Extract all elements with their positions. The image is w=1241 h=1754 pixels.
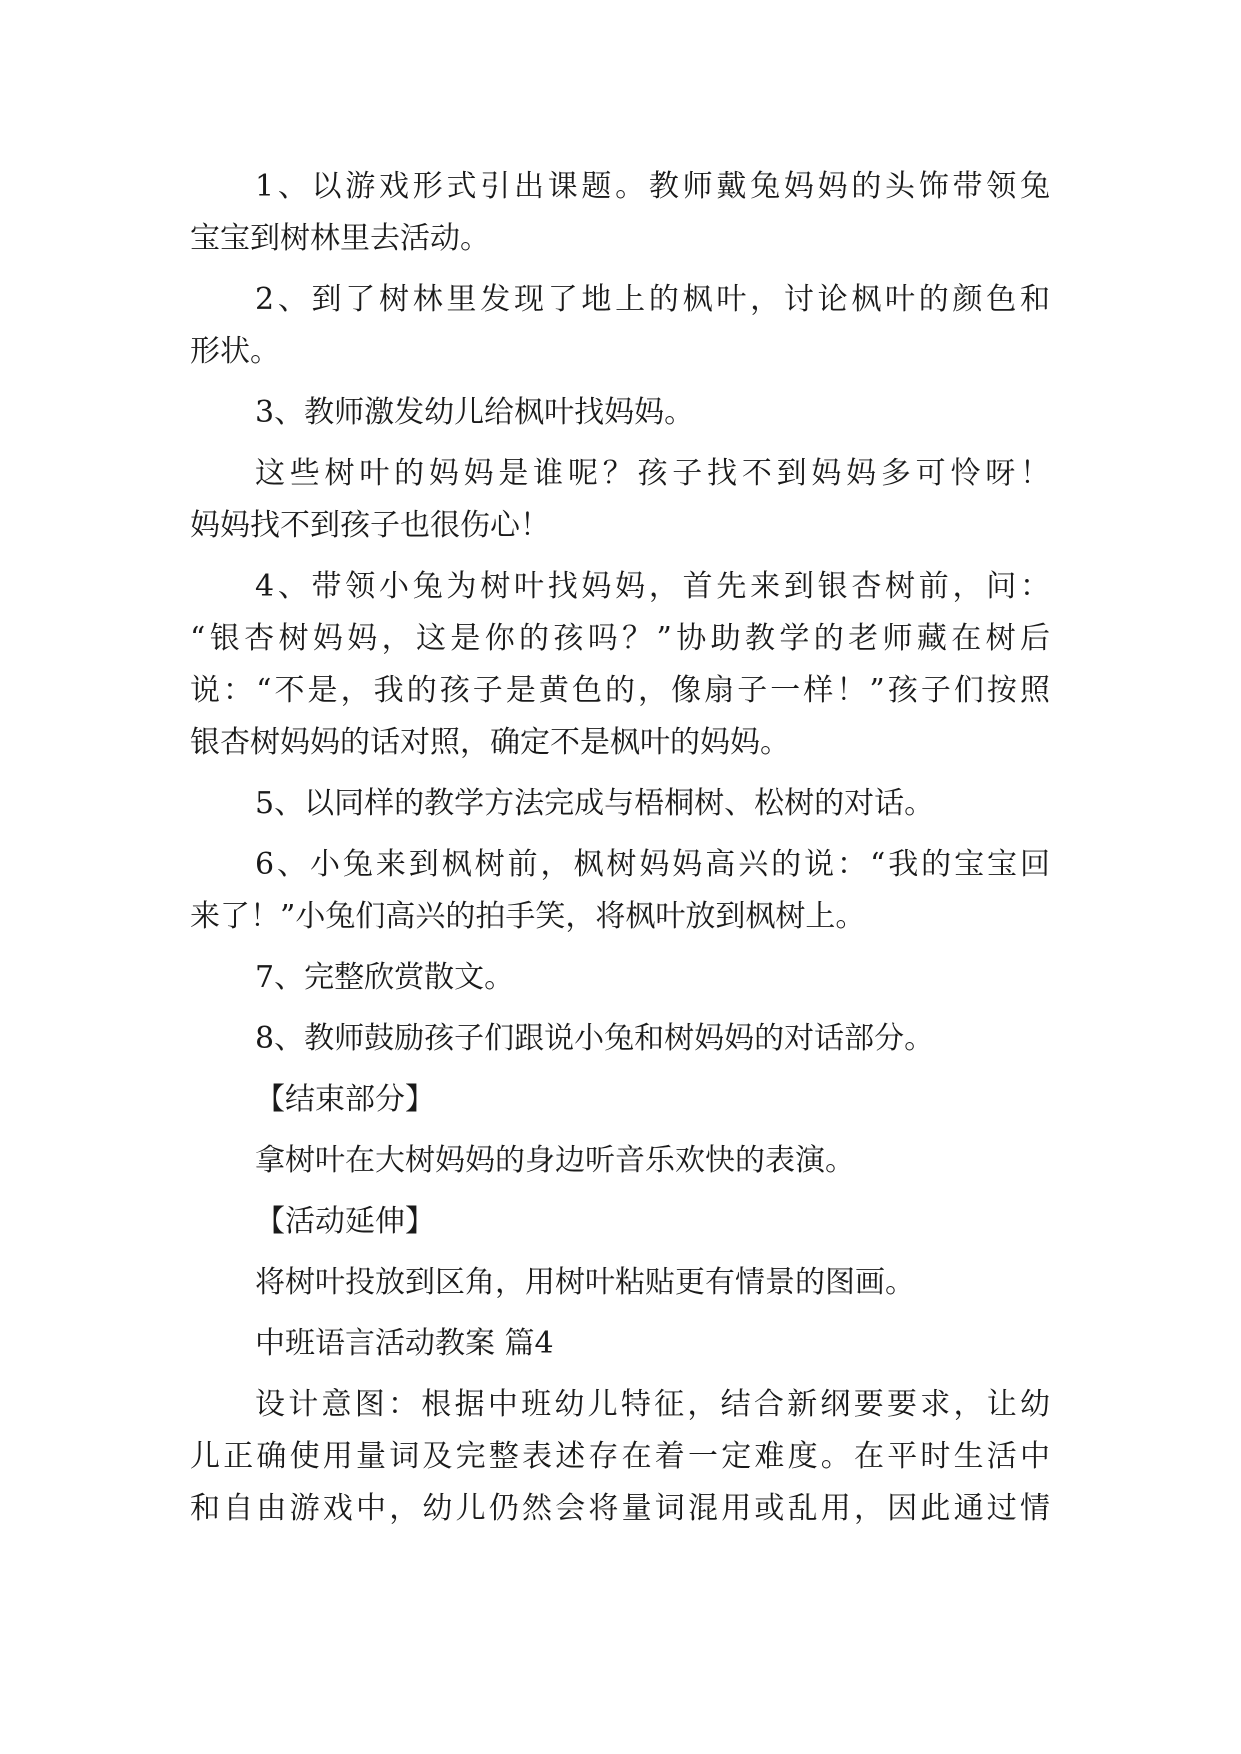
paragraph-line: 来了！”小兔们高兴的拍手笑，将枫叶放到枫树上。 xyxy=(190,899,866,934)
paragraph-line: 妈妈找不到孩子也很伤心！ xyxy=(190,508,550,543)
paragraph-line: 6、小兔来到枫树前，枫树妈妈高兴的说：“我的宝宝回 xyxy=(255,847,1050,882)
section-heading: 【结束部分】 xyxy=(255,1082,435,1117)
paragraph-line: 8、教师鼓励孩子们跟说小兔和树妈妈的对话部分。 xyxy=(255,1021,935,1056)
paragraph-line: 宝宝到树林里去活动。 xyxy=(190,221,490,256)
paragraph-line: 3、教师激发幼儿给枫叶找妈妈。 xyxy=(255,395,695,430)
paragraph-line: 和自由游戏中，幼儿仍然会将量词混用或乱用，因此通过情 xyxy=(190,1491,1050,1526)
paragraph-line: 2、到了树林里发现了地上的枫叶，讨论枫叶的颜色和 xyxy=(255,282,1050,317)
paragraph-line: 设计意图：根据中班幼儿特征，结合新纲要要求，让幼 xyxy=(255,1387,1050,1422)
paragraph-line: 儿正确使用量词及完整表述存在着一定难度。在平时生活中 xyxy=(190,1439,1050,1474)
paragraph-line: 银杏树妈妈的话对照，确定不是枫叶的妈妈。 xyxy=(190,725,790,760)
paragraph-line: 形状。 xyxy=(190,334,280,369)
paragraph-line: 将树叶投放到区角，用树叶粘贴更有情景的图画。 xyxy=(255,1265,915,1300)
paragraph-line: 说：“不是，我的孩子是黄色的，像扇子一样！”孩子们按照 xyxy=(190,673,1050,708)
paragraph-line: 5、以同样的教学方法完成与梧桐树、松树的对话。 xyxy=(255,786,935,821)
section-heading: 【活动延伸】 xyxy=(255,1204,435,1239)
paragraph-line: 1、以游戏形式引出课题。教师戴兔妈妈的头饰带领兔 xyxy=(255,169,1050,204)
article-title: 中班语言活动教案 篇4 xyxy=(255,1326,554,1361)
paragraph-line: 这些树叶的妈妈是谁呢？孩子找不到妈妈多可怜呀！ xyxy=(255,456,1050,491)
paragraph-line: 7、完整欣赏散文。 xyxy=(255,960,515,995)
paragraph-line: 拿树叶在大树妈妈的身边听音乐欢快的表演。 xyxy=(255,1143,855,1178)
paragraph-line: “银杏树妈妈，这是你的孩吗？”协助教学的老师藏在树后 xyxy=(190,621,1050,656)
paragraph-line: 4、带领小兔为树叶找妈妈，首先来到银杏树前，问： xyxy=(255,569,1050,604)
